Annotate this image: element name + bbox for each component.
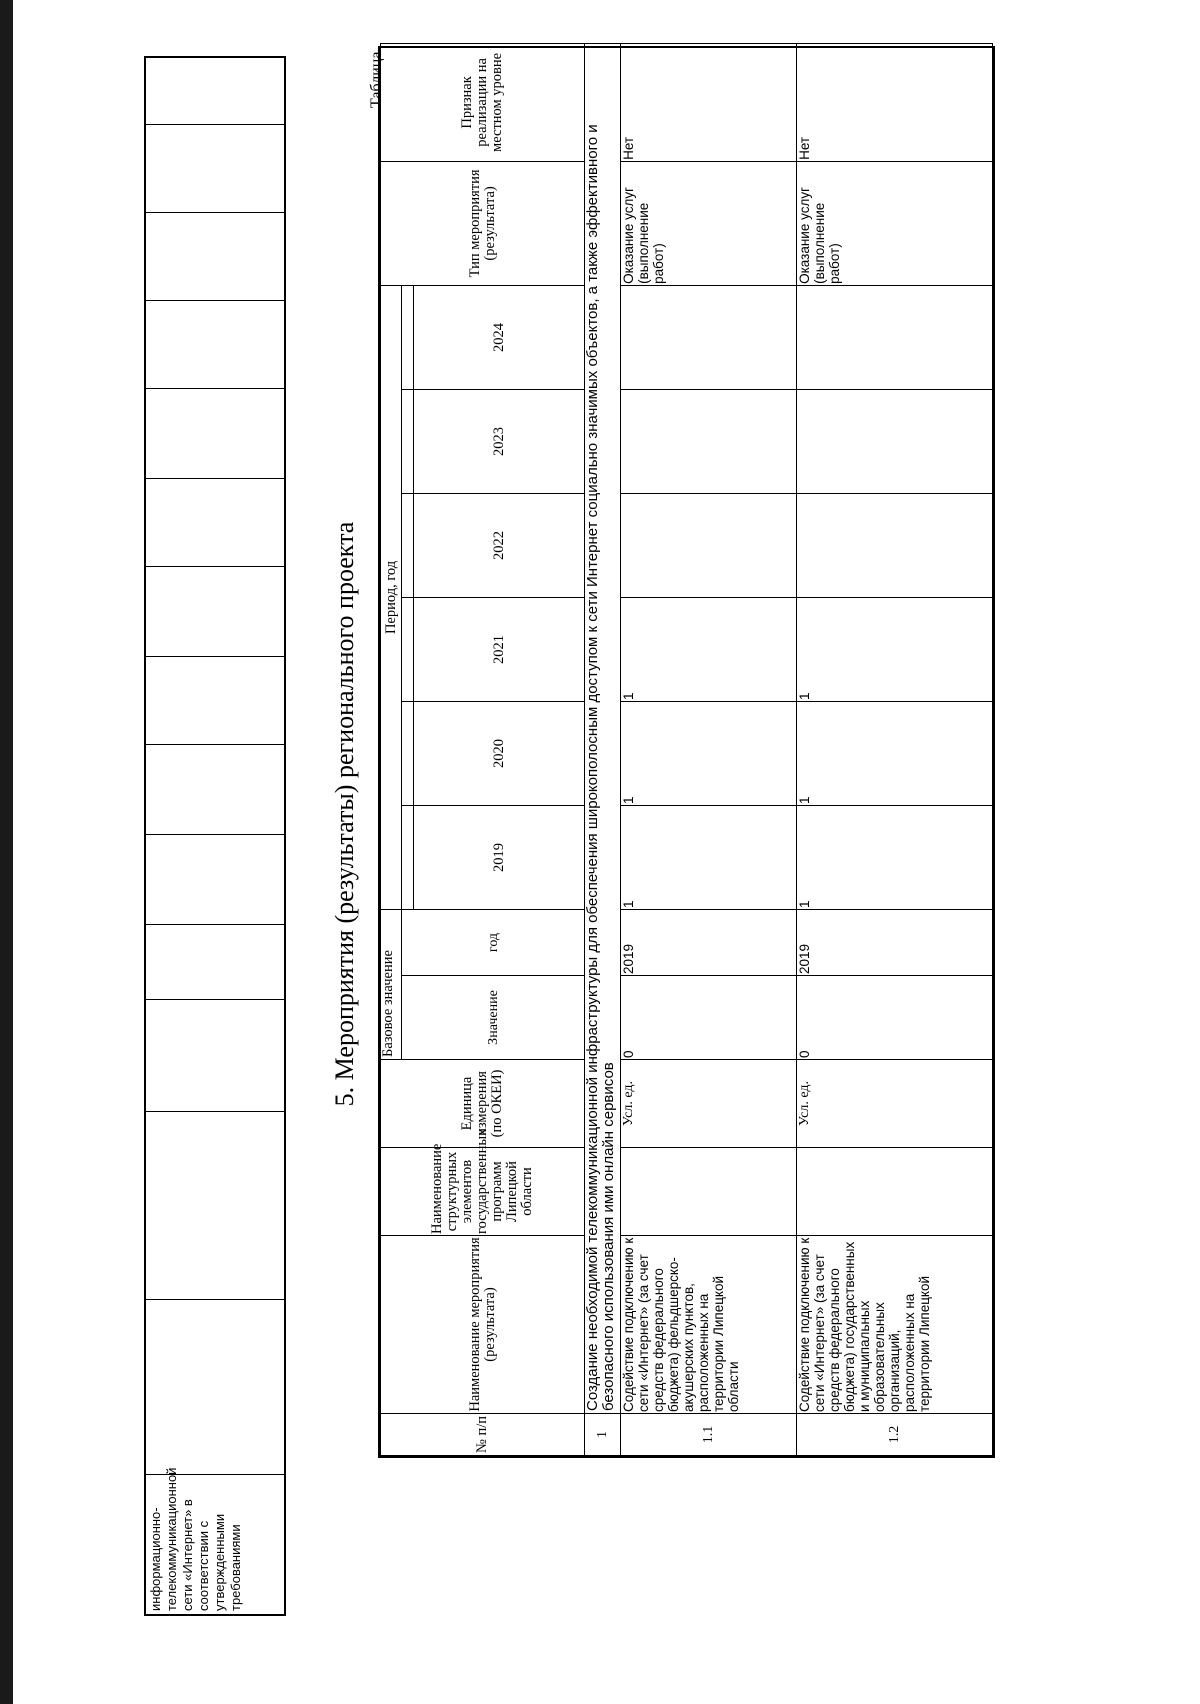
header-year: 2024 bbox=[414, 285, 585, 389]
fragment-line: утвержденными bbox=[212, 1513, 227, 1611]
row-structural bbox=[797, 1148, 993, 1236]
header-year: 2021 bbox=[414, 597, 585, 701]
row-value-2019: 1 bbox=[797, 805, 993, 909]
header-unit: Единица измерения (по ОКЕИ) bbox=[381, 1060, 585, 1148]
measures-table bbox=[378, 46, 995, 1458]
header-period: Период, год bbox=[381, 285, 402, 909]
header-spacer bbox=[402, 701, 414, 805]
row-value-2024 bbox=[797, 285, 993, 389]
table-row bbox=[621, 43, 797, 1455]
header-base-value: Значение bbox=[402, 976, 585, 1060]
header-structural: Наименование структурных элементов государственных программ Липецкой области bbox=[381, 1148, 585, 1236]
row-value-2021: 1 bbox=[621, 597, 797, 701]
fragment-cell bbox=[146, 124, 284, 212]
fragment-cell bbox=[146, 656, 284, 744]
section-title: 5. Мероприятия (результаты) регионального проекта bbox=[330, 521, 359, 1107]
row-local: Нет bbox=[797, 43, 993, 161]
row-value-2023 bbox=[797, 389, 993, 493]
header-base: Базовое значение bbox=[381, 909, 402, 1059]
header-year: 2022 bbox=[414, 493, 585, 597]
table-row bbox=[797, 43, 993, 1455]
row-num: 1.2 bbox=[797, 1414, 993, 1456]
row-unit: Усл. ед. bbox=[797, 1060, 993, 1148]
row-value-2023 bbox=[621, 389, 797, 493]
row-value-2019: 1 bbox=[621, 805, 797, 909]
fragment-cell bbox=[146, 212, 284, 300]
fragment-cell bbox=[146, 834, 284, 924]
header-name: Наименование мероприятия (результата) bbox=[381, 1236, 585, 1414]
row-base-value: 0 bbox=[621, 976, 797, 1060]
row-type: Оказание услуг (выполнение работ) bbox=[621, 161, 797, 285]
row-name: Содействие подключению к сети «Интернет» (за счет средств федерального бюджета) фельдшерско-акушерских пунктов, расположенных на территории Липецкой области bbox=[621, 1236, 797, 1414]
row-base-value: 0 bbox=[797, 976, 993, 1060]
row-unit: Усл. ед. bbox=[621, 1060, 797, 1148]
header-spacer bbox=[402, 493, 414, 597]
section-row bbox=[585, 43, 621, 1455]
fragment-cell bbox=[146, 1299, 284, 1474]
row-value-2020: 1 bbox=[797, 701, 993, 805]
fragment-line: соответствии с bbox=[196, 1520, 211, 1611]
header-type: Тип мероприятия (результата) bbox=[381, 161, 585, 285]
header-local: Признак реализации на местном уровне bbox=[381, 43, 585, 161]
row-value-2024 bbox=[621, 285, 797, 389]
row-type: Оказание услуг (выполнение работ) bbox=[797, 161, 993, 285]
header-row bbox=[381, 43, 402, 1455]
fragment-cell bbox=[146, 924, 284, 999]
row-value-2020: 1 bbox=[621, 701, 797, 805]
row-structural bbox=[621, 1148, 797, 1236]
header-spacer bbox=[402, 389, 414, 493]
fragment-cell bbox=[146, 999, 284, 1111]
row-value-2022 bbox=[797, 493, 993, 597]
fragment-cell bbox=[146, 566, 284, 656]
row-num: 1.1 bbox=[621, 1414, 797, 1456]
fragment-cell bbox=[146, 1111, 284, 1299]
previous-table-fragment bbox=[144, 56, 286, 1616]
fragment-cell bbox=[146, 744, 284, 834]
fragment-first-cell bbox=[146, 1467, 284, 1614]
fragment-line: требованиями bbox=[228, 1524, 243, 1611]
fragment-line: телекоммуникационной bbox=[164, 1467, 179, 1611]
header-base-year: год bbox=[402, 909, 585, 975]
row-value-2022 bbox=[621, 493, 797, 597]
table-label: Таблица bbox=[368, 51, 385, 108]
row-value-2021: 1 bbox=[797, 597, 993, 701]
fragment-cell bbox=[146, 478, 284, 566]
fragment-cell bbox=[146, 58, 284, 124]
row-base-year: 2019 bbox=[797, 909, 993, 975]
row-local: Нет bbox=[621, 43, 797, 161]
header-year: 2019 bbox=[414, 805, 585, 909]
header-year: 2023 bbox=[414, 389, 585, 493]
header-num: № п/п bbox=[381, 1414, 585, 1456]
section-text: Создание необходимой телекоммуникационной инфраструктуры для обеспечения широкополосным доступом к сети Интернет социально значимых объектов, а также эффективного и безопасного использования ими онлайн сервисов bbox=[585, 43, 621, 1413]
header-year: 2020 bbox=[414, 701, 585, 805]
section-num: 1 bbox=[585, 1414, 621, 1456]
fragment-line: сети «Интернет» в bbox=[180, 1499, 195, 1611]
fragment-cell bbox=[146, 300, 284, 388]
header-spacer bbox=[402, 805, 414, 909]
header-spacer bbox=[402, 597, 414, 701]
row-name: Содействие подключению к сети «Интернет» (за счет средств федерального бюджета) государственных и муниципальных образовательных организаций, расположенных на территории Липецкой bbox=[797, 1236, 993, 1414]
fragment-line: информационно- bbox=[148, 1507, 163, 1611]
row-base-year: 2019 bbox=[621, 909, 797, 975]
fragment-cell bbox=[146, 388, 284, 478]
header-spacer bbox=[402, 285, 414, 389]
